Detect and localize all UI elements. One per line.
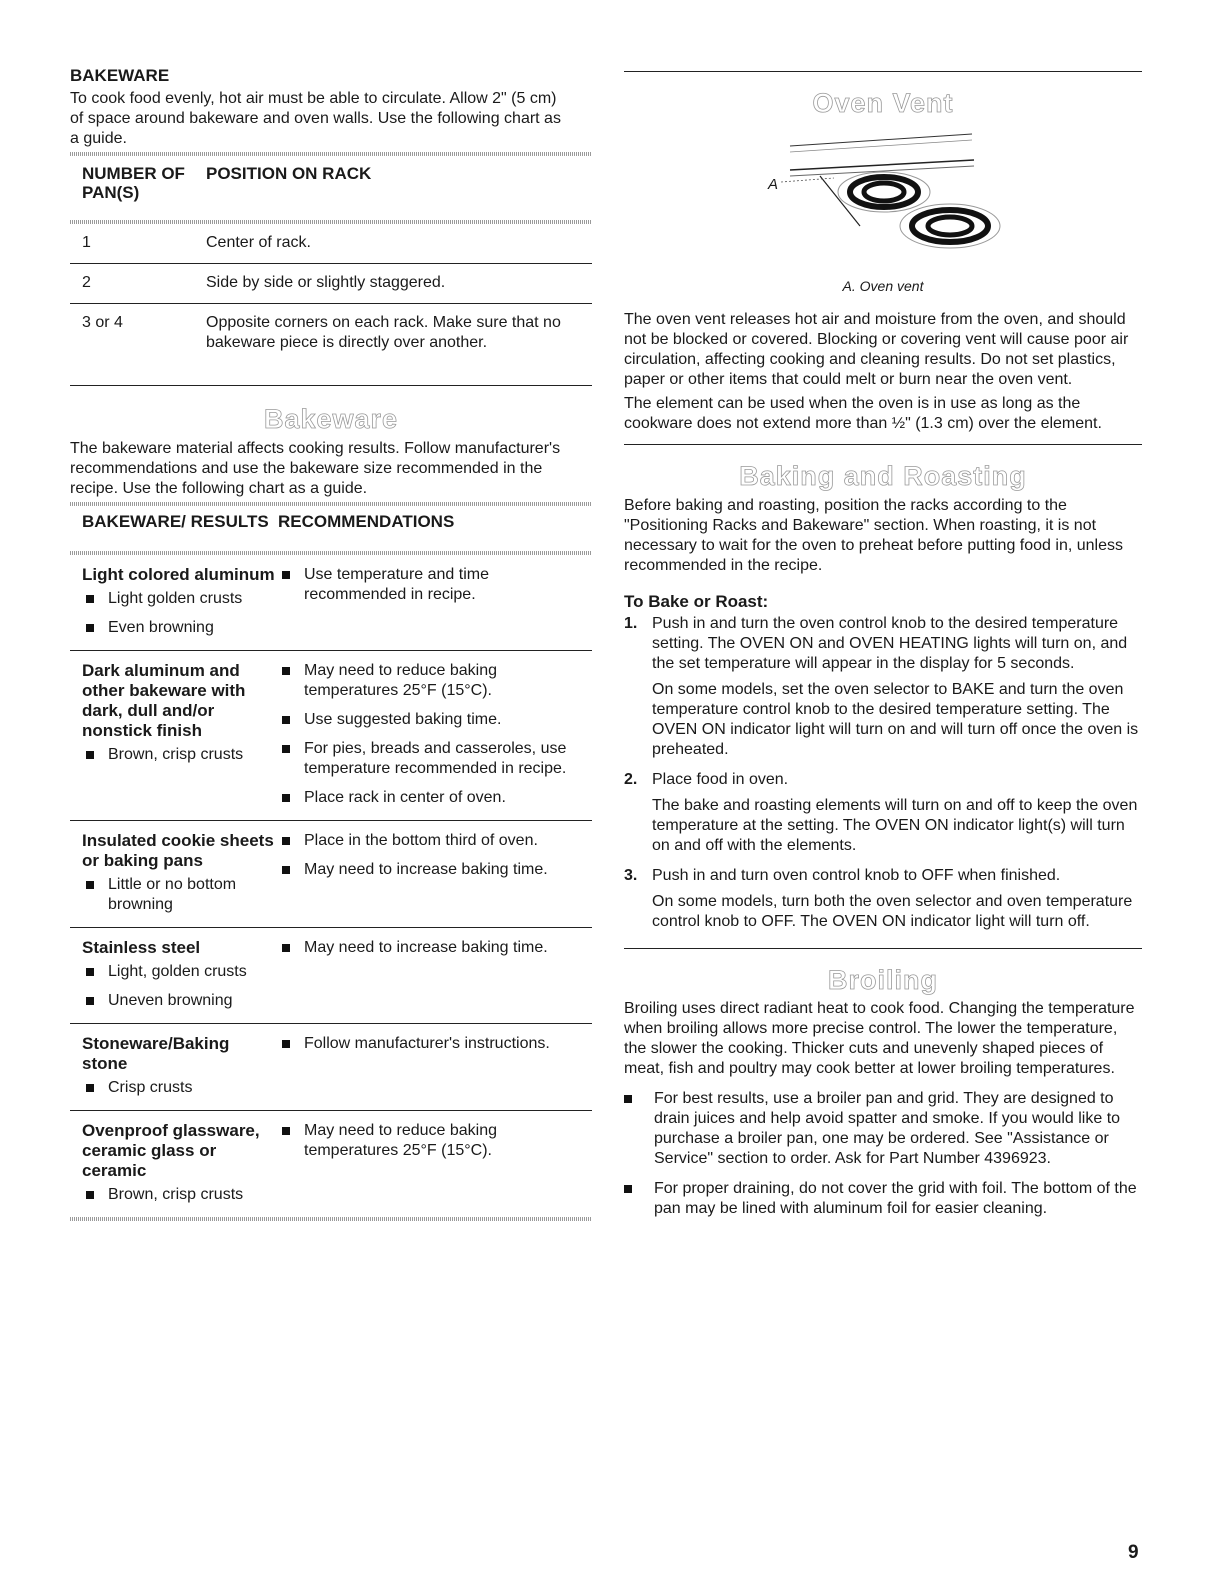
recommendation-bullet	[278, 1121, 592, 1161]
result-bullet	[82, 991, 278, 1011]
results-table-header	[70, 506, 592, 551]
bullet-square-icon	[86, 595, 94, 603]
pan-number: 1	[82, 234, 91, 251]
broiling-bullet-text: For best results, use a broiler pan and grid. They are designed to drain juices and help avoid spatter and smoke. If you would like to purchase a broiler pan, one may be ordered. See "Assistance or Service" section to order. Ask for Part Number 4396923.	[654, 1090, 1121, 1167]
table-row	[70, 555, 592, 651]
result-text: Brown, crisp crusts	[108, 746, 244, 763]
pan-position: Opposite corners on each rack. Make sure that no bakeware piece is directly over another.	[206, 314, 561, 351]
bullet-square-icon	[282, 794, 290, 802]
figure-label-a: A	[768, 176, 779, 193]
table-row	[70, 304, 592, 363]
pans-table-header	[70, 156, 592, 220]
step-item	[624, 770, 1142, 856]
recommendation-text: May need to reduce baking temperatures 25°F (15°C).	[304, 1122, 498, 1159]
bullet-square-icon	[282, 1040, 290, 1048]
bullet-square-icon	[282, 837, 290, 845]
recommendation-text: Use temperature and time recommended in recipe.	[304, 566, 489, 603]
table-row	[70, 821, 592, 928]
recommendations-cell	[278, 1121, 592, 1205]
result-bullet	[82, 1078, 278, 1098]
table-row	[70, 651, 592, 821]
recommendation-text: Place in the bottom third of oven.	[304, 832, 538, 849]
section-rule	[70, 385, 592, 386]
bullet-square-icon	[282, 1127, 290, 1135]
bakeware-section-title: Bakeware	[263, 404, 399, 434]
bakeware-heading: BAKEWARE	[70, 66, 170, 85]
results-bottom-hatch	[70, 1217, 592, 1221]
bakeware-type-cell	[82, 938, 278, 1011]
recommendation-text: Use suggested baking time.	[304, 711, 502, 728]
result-bullet	[82, 589, 278, 609]
bullet-square-icon	[86, 1084, 94, 1092]
step-number: 3.	[624, 867, 638, 884]
baking-rule	[624, 444, 1142, 445]
table-row	[70, 264, 592, 304]
step-text: Place food in oven.	[652, 771, 789, 788]
bullet-square-icon	[86, 1191, 94, 1199]
bakeware-type-cell	[82, 1034, 278, 1098]
bullet-square-icon	[86, 624, 94, 632]
result-bullet	[82, 1185, 278, 1205]
bakeware-type-cell	[82, 1121, 278, 1205]
pan-number: 3 or 4	[82, 314, 123, 331]
bakeware-type-cell	[82, 565, 278, 638]
result-bullet	[82, 875, 278, 915]
recommendation-bullet	[278, 938, 592, 958]
recommendation-bullet	[278, 1034, 592, 1054]
left-column	[70, 0, 592, 1221]
broiling-bullet	[624, 1089, 1142, 1169]
oven-vent-figure	[624, 120, 1142, 282]
results-table	[70, 506, 592, 1221]
bullet-square-icon	[282, 716, 290, 724]
bakeware-name: Stoneware/Baking stone	[82, 1034, 230, 1073]
results-col1-header: BAKEWARE/ RESULTS	[82, 512, 269, 531]
recommendation-bullet	[278, 661, 592, 701]
bullet-square-icon	[282, 866, 290, 874]
result-text: Even browning	[108, 619, 214, 636]
pans-table-body	[70, 224, 592, 363]
broiling-title: Broiling	[828, 965, 938, 995]
bullet-square-icon	[86, 751, 94, 759]
pans-col2-header: POSITION ON RACK	[206, 164, 372, 183]
bakeware-name: Ovenproof glassware, ceramic glass or ceramic	[82, 1121, 260, 1180]
step-text: Push in and turn the oven control knob to the desired temperature setting. The OVEN ON and OVEN HEATING lights will turn on, and the set temperature will appear in the display for 5 seconds.	[652, 615, 1128, 672]
recommendation-text: May need to increase baking time.	[304, 861, 548, 878]
vent-paragraph-1: The oven vent releases hot air and moisture from the oven, and should not be blocked or covered. Blocking or covering vent will cause poor air circulation, affecting cooking and cleaning results. Do not set plastics, paper or other items that could melt or burn near the oven vent.	[624, 311, 1129, 388]
broiling-bullet	[624, 1179, 1142, 1219]
recommendation-bullet	[278, 565, 592, 605]
bake-roast-heading: To Bake or Roast:	[624, 592, 769, 611]
bakeware-name: Insulated cookie sheets or baking pans	[82, 831, 274, 870]
step-item	[624, 614, 1142, 760]
step-line	[624, 614, 1142, 674]
recommendation-text: Follow manufacturer's instructions.	[304, 1035, 550, 1052]
table-row	[70, 1024, 592, 1111]
result-bullet	[82, 745, 278, 765]
results-table-body	[70, 555, 592, 1217]
bullet-square-icon	[86, 881, 94, 889]
recommendation-bullet	[278, 710, 592, 730]
right-column	[624, 0, 1142, 1219]
table-row	[70, 1111, 592, 1217]
pan-position: Center of rack.	[206, 234, 311, 251]
step-note: On some models, set the oven selector to BAKE and turn the oven temperature control knob to the desired temperature setting. The OVEN ON indicator light will turn on and will turn off once the oven is preheated.	[652, 681, 1139, 758]
result-text: Little or no bottom browning	[108, 876, 237, 913]
oven-vent-illustration	[624, 120, 1142, 282]
bakeware-intro: To cook food evenly, hot air must be able to circulate. Allow 2" (5 cm) of space around bakeware and oven walls. Use the following chart as a guide.	[70, 90, 561, 147]
step-number: 1.	[624, 615, 638, 632]
bakeware-section-text: The bakeware material affects cooking results. Follow manufacturer's recommendations and use the bakeware size recommended in the recipe. Use the following chart as a guide.	[70, 440, 561, 497]
table-row	[70, 928, 592, 1024]
step-note: The bake and roasting elements will turn on and off to keep the oven temperature at the setting. The OVEN ON indicator light(s) will turn on and off with the elements.	[652, 797, 1138, 854]
bullet-square-icon	[624, 1095, 632, 1103]
page-number: 9	[1128, 1542, 1139, 1563]
baking-intro: Before baking and roasting, position the racks according to the "Positioning Racks and Bakeware" section. When roasting, it is not necessary to wait for the oven to preheat before putting food in, unless recommended in the recipe.	[624, 497, 1123, 574]
recommendations-cell	[278, 938, 592, 1011]
result-bullet	[82, 618, 278, 638]
bakeware-type-cell	[82, 831, 278, 915]
bakeware-name: Dark aluminum and other bakeware with dark, dull and/or nonstick finish	[82, 661, 246, 740]
bullet-square-icon	[624, 1185, 632, 1193]
results-col2-header: RECOMMENDATIONS	[278, 512, 455, 531]
step-item	[624, 866, 1142, 932]
result-text: Crisp crusts	[108, 1079, 193, 1096]
baking-title: Baking and Roasting	[739, 461, 1027, 491]
recommendation-bullet	[278, 831, 592, 851]
result-bullet	[82, 962, 278, 982]
vent-paragraph-2: The element can be used when the oven is in use as long as the cookware does not extend more than ½" (1.3 cm) over the element.	[624, 395, 1102, 432]
step-line	[624, 770, 1142, 790]
broiling-bullet-text: For proper draining, do not cover the grid with foil. The bottom of the pan may be lined with aluminum foil for easier cleaning.	[654, 1180, 1137, 1217]
result-text: Light, golden crusts	[108, 963, 247, 980]
figure-caption: A. Oven vent	[842, 278, 924, 294]
recommendations-cell	[278, 1034, 592, 1098]
broiling-bullets	[624, 1089, 1142, 1219]
recommendation-bullet	[278, 788, 592, 808]
broiling-rule	[624, 948, 1142, 949]
result-text: Uneven browning	[108, 992, 233, 1009]
bakeware-name: Stainless steel	[82, 938, 201, 957]
bullet-square-icon	[282, 745, 290, 753]
recommendation-text: Place rack in center of oven.	[304, 789, 506, 806]
recommendations-cell	[278, 661, 592, 808]
pan-position: Side by side or slightly staggered.	[206, 274, 446, 291]
recommendation-bullet	[278, 739, 592, 779]
step-line	[624, 866, 1142, 886]
step-text: Push in and turn oven control knob to OFF when finished.	[652, 867, 1061, 884]
recommendation-bullet	[278, 860, 592, 880]
bullet-square-icon	[282, 571, 290, 579]
pans-col1-header: NUMBER OF PAN(S)	[82, 164, 185, 202]
recommendation-text: May need to increase baking time.	[304, 939, 548, 956]
recommendation-text: May need to reduce baking temperatures 25°F (15°C).	[304, 662, 498, 699]
pan-number: 2	[82, 274, 91, 291]
result-text: Light golden crusts	[108, 590, 243, 607]
bake-steps	[624, 614, 1142, 932]
recommendations-cell	[278, 565, 592, 638]
step-number: 2.	[624, 771, 638, 788]
table-row	[70, 224, 592, 264]
broiling-intro: Broiling uses direct radiant heat to cook food. Changing the temperature when broiling allows more precise control. The lower the temperature, the slower the cooking. Thicker cuts and unevenly shaped pieces of meat, fish and poultry may cook better at lower broiling temperatures.	[624, 1000, 1135, 1077]
result-text: Brown, crisp crusts	[108, 1186, 244, 1203]
bullet-square-icon	[86, 997, 94, 1005]
recommendation-text: For pies, breads and casseroles, use temperature recommended in recipe.	[304, 740, 567, 777]
oven-vent-rule	[624, 71, 1142, 72]
recommendations-cell	[278, 831, 592, 915]
pans-table	[70, 156, 592, 363]
bullet-square-icon	[282, 944, 290, 952]
bakeware-name: Light colored aluminum	[82, 565, 275, 584]
bakeware-type-cell	[82, 661, 278, 808]
bullet-square-icon	[86, 968, 94, 976]
oven-vent-title: Oven Vent	[812, 88, 954, 118]
step-note: On some models, turn both the oven selector and oven temperature control knob to OFF. The OVEN ON indicator light will turn off.	[652, 893, 1133, 930]
bullet-square-icon	[282, 667, 290, 675]
